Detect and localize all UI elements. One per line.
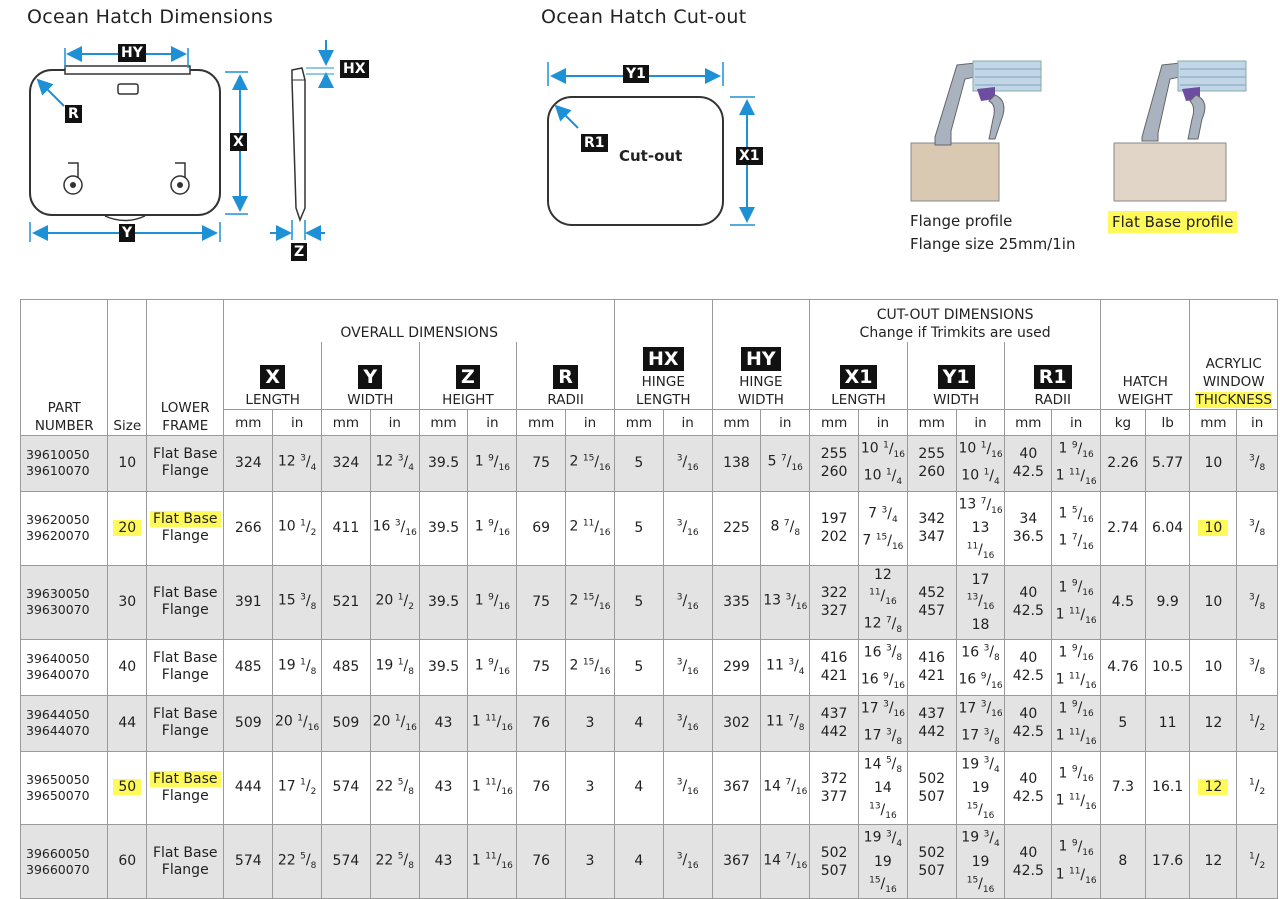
- r-radii-header: R RADII: [517, 342, 615, 410]
- unit-header: in: [859, 410, 908, 436]
- z-in-cell: 1 $^9/_{16}$: [468, 491, 517, 565]
- unit-header: in: [663, 410, 712, 436]
- unit-header: in: [566, 410, 615, 436]
- acrylic-thickness-header: ACRYLIC WINDOW THICKNESS: [1190, 300, 1278, 410]
- unit-header: lb: [1145, 410, 1190, 436]
- x1-in-cell: 10 $^1/_{16}$ 10 $^1/_4$: [859, 436, 908, 492]
- x1-mm-cell: 437 442: [810, 695, 859, 751]
- hy-in-cell: 11 $^3/_4$: [761, 639, 810, 695]
- thickness-in-cell: $^1/_2$: [1237, 751, 1278, 825]
- y-in-cell: 19 $^1/_8$: [370, 639, 419, 695]
- x1-in-cell: 14 $^5/_8$ 14 $^{13}/_{16}$: [859, 751, 908, 825]
- unit-header: in: [1237, 410, 1278, 436]
- hx-mm-cell: 5: [614, 639, 663, 695]
- r1-in-cell: 1 $^9/_{16}$ 1 $^{11}/_{16}$: [1052, 436, 1101, 492]
- weight-lb-cell: 17.6: [1145, 825, 1190, 899]
- r1-in-cell: 1 $^9/_{16}$ 1 $^{11}/_{16}$: [1052, 639, 1101, 695]
- z-in-cell: 1 $^{11}/_{16}$: [468, 825, 517, 899]
- y1-in-cell: 13 $^7/_{16}$ 13 $^{11}/_{16}$: [956, 491, 1005, 565]
- r-in-cell: 2 $^{11}/_{16}$: [566, 491, 615, 565]
- x-mm-cell: 509: [224, 695, 273, 751]
- r1-in-cell: 1 $^9/_{16}$ 1 $^{11}/_{16}$: [1052, 751, 1101, 825]
- r1-radii-header: R1 RADII: [1005, 342, 1101, 410]
- x-mm-cell: 266: [224, 491, 273, 565]
- unit-header: kg: [1101, 410, 1146, 436]
- table-row: [21, 565, 1278, 639]
- label-y: Y: [119, 224, 135, 242]
- size-cell: 30: [108, 565, 147, 639]
- y1-mm-cell: 452 457: [907, 565, 956, 639]
- unit-header: mm: [1005, 410, 1052, 436]
- z-in-cell: 1 $^{11}/_{16}$: [468, 695, 517, 751]
- weight-kg-cell: 2.74: [1101, 491, 1146, 565]
- z-in-cell: 1 $^9/_{16}$: [468, 436, 517, 492]
- thickness-mm-cell: 10: [1190, 491, 1237, 565]
- x1-mm-cell: 372 377: [810, 751, 859, 825]
- part-number-cell: 39620050 39620070: [21, 491, 108, 565]
- lower-frame-cell: Flat Base Flange: [147, 565, 224, 639]
- part-number-cell: 39640050 39640070: [21, 639, 108, 695]
- size-cell: 40: [108, 639, 147, 695]
- y-mm-cell: 411: [322, 491, 371, 565]
- y-mm-cell: 324: [322, 436, 371, 492]
- label-r: R: [65, 105, 82, 123]
- part-number-cell: 39610050 39610070: [21, 436, 108, 492]
- unit-header: mm: [1190, 410, 1237, 436]
- thickness-mm-cell: 10: [1190, 436, 1237, 492]
- r-mm-cell: 76: [517, 751, 566, 825]
- thickness-in-cell: $^3/_8$: [1237, 565, 1278, 639]
- unit-header: in: [273, 410, 322, 436]
- x1-mm-cell: 322 327: [810, 565, 859, 639]
- thickness-in-cell: $^1/_2$: [1237, 695, 1278, 751]
- overall-dimensions-header: OVERALL DIMENSIONS: [224, 300, 615, 342]
- hx-mm-cell: 4: [614, 751, 663, 825]
- r-in-cell: 3: [566, 825, 615, 899]
- label-r1: R1: [581, 134, 608, 152]
- y-mm-cell: 574: [322, 825, 371, 899]
- part-number-cell: 39660050 39660070: [21, 825, 108, 899]
- lower-frame-cell: Flat Base Flange: [147, 695, 224, 751]
- hy-header: HY HINGE WIDTH: [712, 300, 810, 410]
- r-mm-cell: 69: [517, 491, 566, 565]
- weight-lb-cell: 11: [1145, 695, 1190, 751]
- z-in-cell: 1 $^{11}/_{16}$: [468, 751, 517, 825]
- weight-kg-cell: 7.3: [1101, 751, 1146, 825]
- unit-header: mm: [419, 410, 468, 436]
- r1-in-cell: 1 $^9/_{16}$ 1 $^{11}/_{16}$: [1052, 695, 1101, 751]
- hy-mm-cell: 299: [712, 639, 761, 695]
- r-mm-cell: 75: [517, 565, 566, 639]
- y1-mm-cell: 255 260: [907, 436, 956, 492]
- hy-mm-cell: 302: [712, 695, 761, 751]
- y-mm-cell: 485: [322, 639, 371, 695]
- x-mm-cell: 485: [224, 639, 273, 695]
- thickness-in-cell: $^1/_2$: [1237, 825, 1278, 899]
- hy-mm-cell: 225: [712, 491, 761, 565]
- y1-in-cell: 10 $^1/_{16}$ 10 $^1/_4$: [956, 436, 1005, 492]
- x1-mm-cell: 255 260: [810, 436, 859, 492]
- x1-in-cell: 16 $^3/_8$ 16 $^9/_{16}$: [859, 639, 908, 695]
- x-length-header: X LENGTH: [224, 342, 322, 410]
- y-mm-cell: 509: [322, 695, 371, 751]
- x1-in-cell: 7 $^3/_4$ 7 $^{15}/_{16}$: [859, 491, 908, 565]
- size-cell: 44: [108, 695, 147, 751]
- unit-header: in: [468, 410, 517, 436]
- x-in-cell: 10 $^1/_2$: [273, 491, 322, 565]
- r1-mm-cell: 40 42.5: [1005, 565, 1052, 639]
- r1-mm-cell: 40 42.5: [1005, 825, 1052, 899]
- unit-header: mm: [322, 410, 371, 436]
- y-mm-cell: 574: [322, 751, 371, 825]
- x-mm-cell: 391: [224, 565, 273, 639]
- r-mm-cell: 76: [517, 825, 566, 899]
- x1-mm-cell: 502 507: [810, 825, 859, 899]
- r1-mm-cell: 34 36.5: [1005, 491, 1052, 565]
- hy-in-cell: 14 $^7/_{16}$: [761, 825, 810, 899]
- r-mm-cell: 76: [517, 695, 566, 751]
- r1-mm-cell: 40 42.5: [1005, 639, 1052, 695]
- y1-mm-cell: 502 507: [907, 751, 956, 825]
- unit-header: mm: [224, 410, 273, 436]
- hy-in-cell: 13 $^3/_{16}$: [761, 565, 810, 639]
- unit-header: mm: [810, 410, 859, 436]
- flat-base-profile-caption: Flat Base profile: [1108, 211, 1237, 233]
- hy-in-cell: 14 $^7/_{16}$: [761, 751, 810, 825]
- r-in-cell: 2 $^{15}/_{16}$: [566, 436, 615, 492]
- weight-lb-cell: 16.1: [1145, 751, 1190, 825]
- r-mm-cell: 75: [517, 639, 566, 695]
- hx-header: HX HINGE LENGTH: [614, 300, 712, 410]
- table-row: [21, 436, 1278, 492]
- y1-in-cell: 17 $^{13}/_{16}$ 18: [956, 565, 1005, 639]
- thickness-in-cell: $^3/_8$: [1237, 436, 1278, 492]
- y1-width-header: Y1 WIDTH: [907, 342, 1005, 410]
- x1-in-cell: 12 $^{11}/_{16}$ 12 $^7/_8$: [859, 565, 908, 639]
- lower-frame-cell: Flat Base Flange: [147, 825, 224, 899]
- r-in-cell: 2 $^{15}/_{16}$: [566, 639, 615, 695]
- size-cell: 20: [108, 491, 147, 565]
- hx-mm-cell: 5: [614, 436, 663, 492]
- label-z: Z: [291, 243, 307, 261]
- hy-mm-cell: 138: [712, 436, 761, 492]
- part-number-cell: 39644050 39644070: [21, 695, 108, 751]
- y1-in-cell: 16 $^3/_8$ 16 $^9/_{16}$: [956, 639, 1005, 695]
- weight-kg-cell: 2.26: [1101, 436, 1146, 492]
- unit-header: in: [956, 410, 1005, 436]
- hy-mm-cell: 335: [712, 565, 761, 639]
- y1-in-cell: 19 $^3/_4$ 19 $^{15}/_{16}$: [956, 751, 1005, 825]
- x-in-cell: 17 $^1/_2$: [273, 751, 322, 825]
- table-row: [21, 695, 1278, 751]
- cutout-dimensions-header: CUT-OUT DIMENSIONS Change if Trimkits are used: [810, 300, 1101, 342]
- flange-profile-illustration: [905, 55, 1055, 205]
- hx-mm-cell: 4: [614, 825, 663, 899]
- r1-mm-cell: 40 42.5: [1005, 436, 1052, 492]
- hx-in-cell: $^3/_{16}$: [663, 565, 712, 639]
- label-hy: HY: [118, 44, 146, 62]
- r1-in-cell: 1 $^9/_{16}$ 1 $^{11}/_{16}$: [1052, 565, 1101, 639]
- weight-kg-cell: 8: [1101, 825, 1146, 899]
- hx-mm-cell: 5: [614, 565, 663, 639]
- lower-frame-cell: Flat Base Flange: [147, 639, 224, 695]
- thickness-mm-cell: 10: [1190, 565, 1237, 639]
- hx-mm-cell: 4: [614, 695, 663, 751]
- z-height-header: Z HEIGHT: [419, 342, 517, 410]
- part-header: PART NUMBER: [21, 300, 108, 436]
- weight-lb-cell: 10.5: [1145, 639, 1190, 695]
- hx-in-cell: $^3/_{16}$: [663, 639, 712, 695]
- hy-in-cell: 8 $^7/_8$: [761, 491, 810, 565]
- y-in-cell: 22 $^5/_8$: [370, 825, 419, 899]
- z-mm-cell: 43: [419, 825, 468, 899]
- r1-in-cell: 1 $^5/_{16}$ 1 $^7/_{16}$: [1052, 491, 1101, 565]
- weight-kg-cell: 4.5: [1101, 565, 1146, 639]
- unit-header: mm: [712, 410, 761, 436]
- x1-mm-cell: 197 202: [810, 491, 859, 565]
- part-number-cell: 39650050 39650070: [21, 751, 108, 825]
- hy-in-cell: 11 $^7/_8$: [761, 695, 810, 751]
- z-mm-cell: 43: [419, 751, 468, 825]
- y1-in-cell: 17 $^3/_{16}$ 17 $^3/_8$: [956, 695, 1005, 751]
- hx-mm-cell: 5: [614, 491, 663, 565]
- label-y1: Y1: [623, 65, 649, 83]
- part-number-cell: 39630050 39630070: [21, 565, 108, 639]
- x-in-cell: 15 $^3/_8$: [273, 565, 322, 639]
- hx-in-cell: $^3/_{16}$: [663, 825, 712, 899]
- r1-mm-cell: 40 42.5: [1005, 695, 1052, 751]
- thickness-in-cell: $^3/_8$: [1237, 639, 1278, 695]
- z-mm-cell: 39.5: [419, 565, 468, 639]
- y-width-header: Y WIDTH: [322, 342, 420, 410]
- dimensions-title: Ocean Hatch Dimensions: [27, 6, 274, 28]
- weight-lb-cell: 6.04: [1145, 491, 1190, 565]
- y1-mm-cell: 502 507: [907, 825, 956, 899]
- table-row: [21, 639, 1278, 695]
- unit-header: in: [370, 410, 419, 436]
- cutout-label: Cut-out: [619, 147, 683, 165]
- y1-mm-cell: 416 421: [907, 639, 956, 695]
- x1-in-cell: 19 $^3/_4$ 19 $^{15}/_{16}$: [859, 825, 908, 899]
- flat-base-profile-illustration: [1110, 55, 1260, 205]
- hx-in-cell: $^3/_{16}$: [663, 491, 712, 565]
- weight-kg-cell: 4.76: [1101, 639, 1146, 695]
- y1-mm-cell: 342 347: [907, 491, 956, 565]
- size-cell: 60: [108, 825, 147, 899]
- x-in-cell: 20 $^1/_{16}$: [273, 695, 322, 751]
- y1-in-cell: 19 $^3/_4$ 19 $^{15}/_{16}$: [956, 825, 1005, 899]
- hx-in-cell: $^3/_{16}$: [663, 436, 712, 492]
- z-mm-cell: 39.5: [419, 491, 468, 565]
- y-in-cell: 20 $^1/_2$: [370, 565, 419, 639]
- weight-lb-cell: 9.9: [1145, 565, 1190, 639]
- hy-mm-cell: 367: [712, 751, 761, 825]
- lower-frame-header: LOWER FRAME: [147, 300, 224, 436]
- hy-mm-cell: 367: [712, 825, 761, 899]
- x-mm-cell: 324: [224, 436, 273, 492]
- z-mm-cell: 39.5: [419, 436, 468, 492]
- hatch-dimension-diagram: [20, 40, 380, 270]
- r-in-cell: 3: [566, 695, 615, 751]
- r1-in-cell: 1 $^9/_{16}$ 1 $^{11}/_{16}$: [1052, 825, 1101, 899]
- label-hx: HX: [340, 60, 369, 78]
- unit-header: mm: [907, 410, 956, 436]
- size-header: Size: [108, 300, 147, 436]
- r1-mm-cell: 40 42.5: [1005, 751, 1052, 825]
- thickness-mm-cell: 12: [1190, 825, 1237, 899]
- thickness-mm-cell: 12: [1190, 695, 1237, 751]
- y-in-cell: 22 $^5/_8$: [370, 751, 419, 825]
- label-x1: X1: [736, 147, 763, 165]
- y-in-cell: 20 $^1/_{16}$: [370, 695, 419, 751]
- x1-mm-cell: 416 421: [810, 639, 859, 695]
- hx-in-cell: $^3/_{16}$: [663, 695, 712, 751]
- lower-frame-cell: Flat Base Flange: [147, 751, 224, 825]
- y-mm-cell: 521: [322, 565, 371, 639]
- hatch-weight-header: HATCH WEIGHT: [1101, 300, 1190, 410]
- lower-frame-cell: Flat Base Flange: [147, 436, 224, 492]
- y1-mm-cell: 437 442: [907, 695, 956, 751]
- z-mm-cell: 43: [419, 695, 468, 751]
- x-in-cell: 19 $^1/_8$: [273, 639, 322, 695]
- z-in-cell: 1 $^9/_{16}$: [468, 565, 517, 639]
- cutout-title: Ocean Hatch Cut-out: [541, 6, 747, 28]
- unit-header: in: [1052, 410, 1101, 436]
- unit-header: mm: [517, 410, 566, 436]
- table-row: [21, 825, 1278, 899]
- unit-header: mm: [614, 410, 663, 436]
- size-cell: 10: [108, 436, 147, 492]
- table-row: [21, 751, 1278, 825]
- z-in-cell: 1 $^9/_{16}$: [468, 639, 517, 695]
- x-in-cell: 12 $^3/_4$: [273, 436, 322, 492]
- flange-profile-caption: Flange profile: [910, 212, 1013, 230]
- label-x: X: [230, 133, 247, 151]
- hx-in-cell: $^3/_{16}$: [663, 751, 712, 825]
- r-in-cell: 3: [566, 751, 615, 825]
- y-in-cell: 12 $^3/_4$: [370, 436, 419, 492]
- table-row: [21, 491, 1278, 565]
- x1-in-cell: 17 $^3/_{16}$ 17 $^3/_8$: [859, 695, 908, 751]
- x1-length-header: X1 LENGTH: [810, 342, 908, 410]
- lower-frame-cell: Flat Base Flange: [147, 491, 224, 565]
- x-in-cell: 22 $^5/_8$: [273, 825, 322, 899]
- r-in-cell: 2 $^{15}/_{16}$: [566, 565, 615, 639]
- hy-in-cell: 5 $^7/_{16}$: [761, 436, 810, 492]
- hatch-spec-table: [20, 299, 1278, 899]
- weight-kg-cell: 5: [1101, 695, 1146, 751]
- y-in-cell: 16 $^3/_{16}$: [370, 491, 419, 565]
- unit-header: in: [761, 410, 810, 436]
- size-cell: 50: [108, 751, 147, 825]
- r-mm-cell: 75: [517, 436, 566, 492]
- z-mm-cell: 39.5: [419, 639, 468, 695]
- thickness-mm-cell: 12: [1190, 751, 1237, 825]
- flange-size-caption: Flange size 25mm/1in: [910, 235, 1076, 253]
- x-mm-cell: 574: [224, 825, 273, 899]
- thickness-mm-cell: 10: [1190, 639, 1237, 695]
- x-mm-cell: 444: [224, 751, 273, 825]
- thickness-in-cell: $^3/_8$: [1237, 491, 1278, 565]
- weight-lb-cell: 5.77: [1145, 436, 1190, 492]
